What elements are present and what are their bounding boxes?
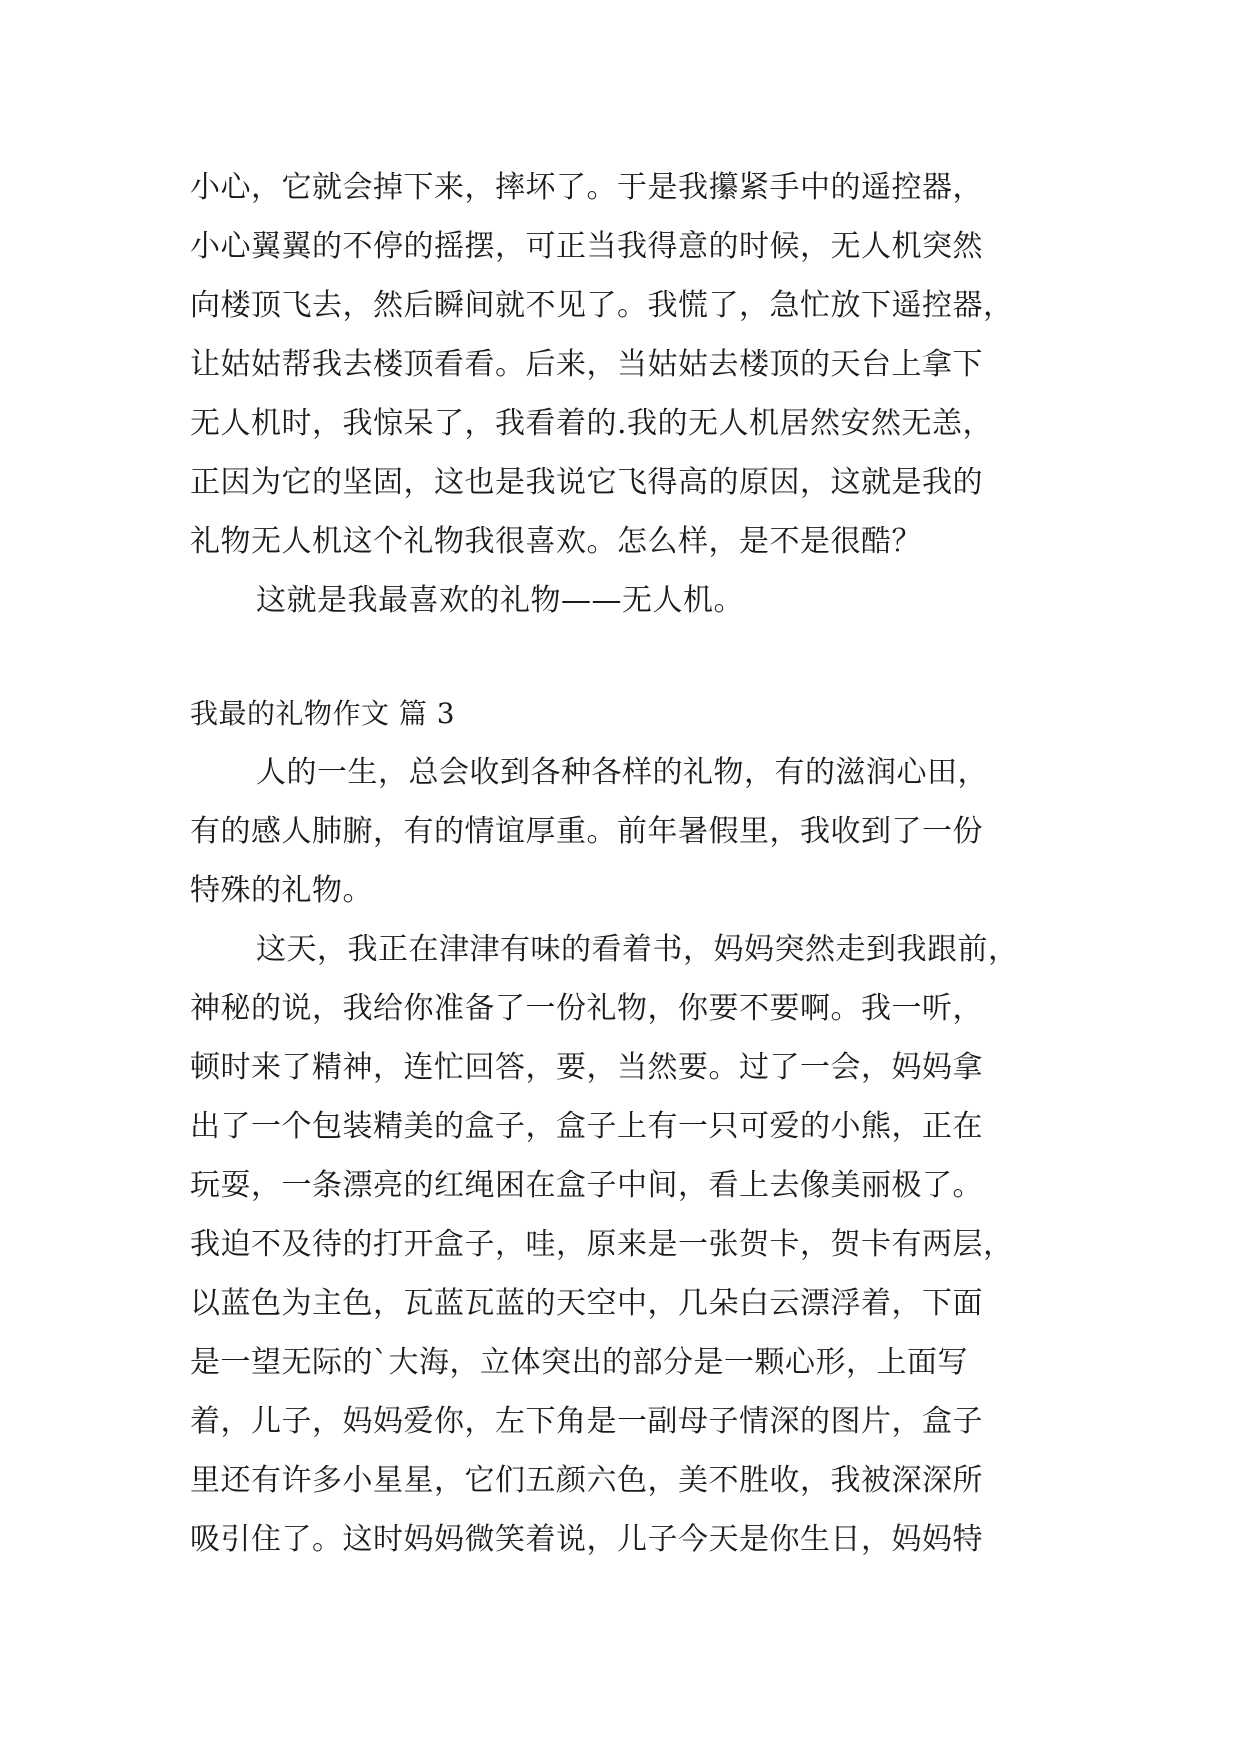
body-line: 正因为它的坚固，这也是我说它飞得高的原因，这就是我的 bbox=[190, 465, 983, 500]
body-line: 小心翼翼的不停的摇摆，可正当我得意的时候，无人机突然 bbox=[190, 229, 983, 264]
paragraph-line: 这天，我正在津津有味的看着书，妈妈突然走到我跟前， bbox=[256, 932, 1019, 967]
paragraph-line: 以蓝色为主色，瓦蓝瓦蓝的天空中，几朵白云漂浮着，下面 bbox=[190, 1286, 983, 1321]
paragraph-line: 特殊的礼物。 bbox=[190, 873, 373, 908]
paragraph-line: 是一望无际的`大海，立体突出的部分是一颗心形，上面写 bbox=[190, 1345, 968, 1380]
body-line: 礼物无人机这个礼物我很喜欢。怎么样，是不是很酷？ bbox=[190, 524, 922, 559]
paragraph-line: 出了一个包装精美的盒子，盒子上有一只可爱的小熊，正在 bbox=[190, 1109, 983, 1144]
paragraph-line: 吸引住了。这时妈妈微笑着说，儿子今天是你生日，妈妈特 bbox=[190, 1522, 983, 1557]
body-line: 让姑姑帮我去楼顶看看。后来，当姑姑去楼顶的天台上拿下 bbox=[190, 347, 983, 382]
paragraph-line: 人的一生，总会收到各种各样的礼物，有的滋润心田， bbox=[256, 755, 988, 790]
body-line: 无人机时，我惊呆了，我看着的.我的无人机居然安然无恙， bbox=[190, 406, 994, 441]
paragraph-line: 有的感人肺腑，有的情谊厚重。前年暑假里，我收到了一份 bbox=[190, 814, 983, 849]
paragraph-line: 神秘的说，我给你准备了一份礼物，你要不要啊。我一听， bbox=[190, 991, 983, 1026]
paragraph-line: 顿时来了精神，连忙回答，要，当然要。过了一会，妈妈拿 bbox=[190, 1050, 983, 1085]
body-line: 向楼顶飞去，然后瞬间就不见了。我慌了，急忙放下遥控器， bbox=[190, 288, 1014, 323]
body-line: 小心，它就会掉下来，摔坏了。于是我攥紧手中的遥控器， bbox=[190, 170, 983, 205]
paragraph-line: 玩耍，一条漂亮的红绳困在盒子中间，看上去像美丽极了。 bbox=[190, 1168, 983, 1203]
paragraph-line: 着，儿子，妈妈爱你，左下角是一副母子情深的图片，盒子 bbox=[190, 1404, 983, 1439]
article-heading: 我最的礼物作文 篇 3 bbox=[190, 697, 456, 730]
paragraph-line: 里还有许多小星星，它们五颜六色，美不胜收，我被深深所 bbox=[190, 1463, 983, 1498]
paragraph-line: 我迫不及待的打开盒子，哇，原来是一张贺卡，贺卡有两层， bbox=[190, 1227, 1014, 1262]
closing-line: 这就是我最喜欢的礼物——无人机。 bbox=[256, 583, 744, 618]
